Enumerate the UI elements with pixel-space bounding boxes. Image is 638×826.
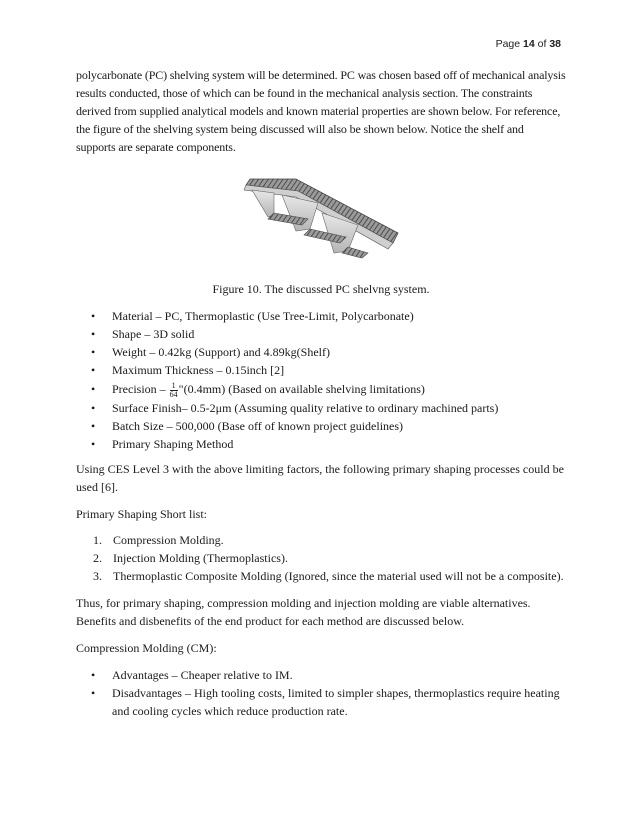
list-item-precision bbox=[76, 379, 566, 399]
list-item: • Disadvantages – High tooling costs, limited to simpler shapes, thermoplastics require heating and cooling cycles which reduce production rate. bbox=[76, 684, 566, 720]
item-text: Injection Molding (Thermoplastics). bbox=[113, 551, 288, 565]
item-text: Compression Molding. bbox=[113, 533, 224, 547]
list-item: • Shape – 3D solid bbox=[76, 325, 566, 343]
item-number: 2. bbox=[93, 551, 102, 565]
list-item: • Material – PC, Thermoplastic (Use Tree-Limit, Polycarbonate) bbox=[76, 307, 566, 325]
list-item: • Weight – 0.42kg (Support) and 4.89kg(Shelf) bbox=[76, 343, 566, 361]
thus-paragraph: Thus, for primary shaping, compression molding and injection molding are viable alternatives. Benefits and disbenefits of the end product for each method are discussed below. bbox=[76, 596, 531, 628]
of-label: of bbox=[537, 38, 547, 50]
list-item bbox=[76, 567, 566, 585]
shortlist bbox=[76, 531, 566, 585]
requirements-list bbox=[76, 307, 566, 453]
list-item: • Surface Finish– 0.5-2μm (Assuming quality relative to ordinary machined parts) bbox=[76, 399, 566, 417]
cm-heading: Compression Molding (CM): bbox=[76, 641, 217, 655]
fraction-numerator: 1 bbox=[171, 380, 176, 390]
cm-list bbox=[76, 666, 566, 720]
list-item: • Batch Size – 500,000 (Base off of known project guidelines) bbox=[76, 417, 566, 435]
item-text: Thermoplastic Composite Molding (Ignored, since the material used will not be a composite). bbox=[113, 569, 564, 583]
list-item bbox=[76, 531, 566, 549]
page-current: 14 bbox=[523, 38, 535, 50]
ces-paragraph: Using CES Level 3 with the above limiting factors, the following primary shaping processes could be used [6]. bbox=[76, 462, 564, 494]
precision-prefix: Precision – bbox=[112, 382, 169, 396]
list-item bbox=[76, 549, 566, 567]
list-item: • Primary Shaping Method bbox=[76, 435, 566, 453]
fraction-denominator: 64 bbox=[169, 389, 178, 399]
shelving-figure bbox=[76, 173, 566, 259]
list-item: • Maximum Thickness – 0.15inch [2] bbox=[76, 361, 566, 379]
item-number: 1. bbox=[93, 533, 102, 547]
page-total: 38 bbox=[549, 38, 561, 50]
page-label: Page bbox=[495, 38, 521, 50]
shortlist-heading: Primary Shaping Short list: bbox=[76, 507, 208, 521]
list-item: • Advantages – Cheaper relative to IM. bbox=[76, 666, 566, 684]
figure-caption: Figure 10. The discussed PC shelvng system. bbox=[212, 282, 430, 296]
shelving-illustration bbox=[238, 173, 408, 259]
document-body bbox=[76, 66, 566, 720]
item-number: 3. bbox=[93, 569, 102, 583]
page-number bbox=[496, 38, 561, 50]
precision-suffix: "(0.4mm) (Based on available shelving limitations) bbox=[178, 382, 425, 396]
intro-paragraph: polycarbonate (PC) shelving system will be determined. PC was chosen based off of mechanical analysis results conducted, those of which can be found in the mechanical analysis section. The constraints derived from supplied analytical models and known material properties are shown below. For reference, the figure of the shelving system being discussed will also be shown below. Notice the shelf and supports are separate components. bbox=[76, 68, 566, 154]
precision-fraction bbox=[170, 382, 178, 399]
